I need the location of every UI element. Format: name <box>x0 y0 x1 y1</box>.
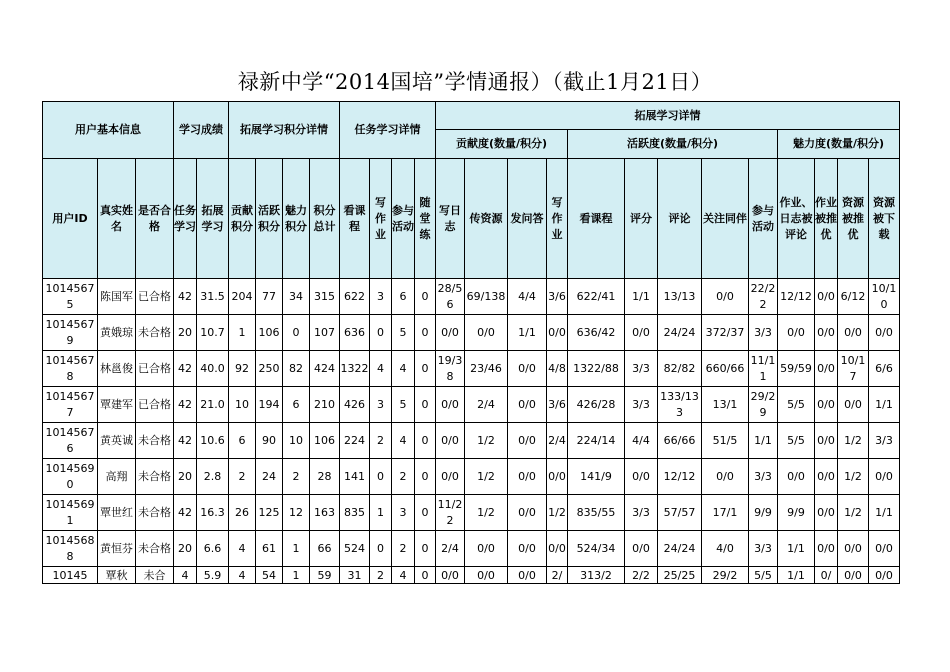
cell-quiz: 0 <box>415 495 436 531</box>
cell-join-activity: 2 <box>392 459 415 495</box>
cell-charm-pts: 6 <box>283 387 310 423</box>
cell-user-id: 10145678 <box>43 351 98 387</box>
cell-qualified: 未合 <box>136 567 174 584</box>
cell-ext-study: 40.0 <box>197 351 229 387</box>
cell-upload-res: 1/2 <box>465 495 508 531</box>
cell-task-study: 42 <box>174 387 197 423</box>
group-charm: 魅力度(数量/积分) <box>778 130 900 159</box>
cell-act-join: 11/11 <box>749 351 778 387</box>
cell-post-qa: 0/0 <box>508 459 547 495</box>
cell-hw-recommended: 0/0 <box>815 315 838 351</box>
cell-follow-peer: 4/0 <box>702 531 749 567</box>
cell-act-join: 3/3 <box>749 315 778 351</box>
cell-watch-course: 636 <box>340 315 370 351</box>
cell-res-downloaded: 1/1 <box>869 387 900 423</box>
cell-real-name: 黄英诚 <box>98 423 136 459</box>
cell-charm-pts: 10 <box>283 423 310 459</box>
cell-res-recommended: 1/2 <box>838 495 869 531</box>
cell-ext-study: 16.3 <box>197 495 229 531</box>
cell-charm-pts: 12 <box>283 495 310 531</box>
cell-join-activity: 2 <box>392 531 415 567</box>
cell-hw-recommended: 0/0 <box>815 459 838 495</box>
column-header-active-pts: 活跃积分 <box>256 159 283 279</box>
column-header-view-course: 看课程 <box>568 159 625 279</box>
cell-res-downloaded: 10/10 <box>869 279 900 315</box>
cell-view-course: 835/55 <box>568 495 625 531</box>
cell-write-log: 0/0 <box>436 423 465 459</box>
cell-qualified: 已合格 <box>136 351 174 387</box>
cell-total-pts: 28 <box>310 459 340 495</box>
cell-res-recommended: 0/0 <box>838 531 869 567</box>
cell-task-study: 4 <box>174 567 197 584</box>
cell-res-downloaded: 0/0 <box>869 315 900 351</box>
cell-homework: 3 <box>370 279 392 315</box>
cell-rate: 3/3 <box>625 387 658 423</box>
column-header-homework: 写作业 <box>370 159 392 279</box>
learning-report-table <box>42 101 900 584</box>
cell-active-pts: 194 <box>256 387 283 423</box>
cell-user-id: 10145 <box>43 567 98 584</box>
cell-upload-res: 69/138 <box>465 279 508 315</box>
cell-view-course: 141/9 <box>568 459 625 495</box>
cell-hw-log-commented: 1/1 <box>778 567 815 584</box>
cell-task-study: 42 <box>174 423 197 459</box>
cell-res-downloaded: 1/1 <box>869 495 900 531</box>
cell-rate: 0/0 <box>625 459 658 495</box>
cell-task-study: 20 <box>174 315 197 351</box>
cell-rate: 1/1 <box>625 279 658 315</box>
cell-write-hw: 0/0 <box>547 315 568 351</box>
group-activity: 活跃度(数量/积分) <box>568 130 778 159</box>
column-header-quiz: 随堂练 <box>415 159 436 279</box>
cell-post-qa: 0/0 <box>508 567 547 584</box>
cell-res-recommended: 0/0 <box>838 315 869 351</box>
cell-write-log: 0/0 <box>436 387 465 423</box>
cell-hw-log-commented: 5/5 <box>778 423 815 459</box>
column-header-write-hw: 写作业 <box>547 159 568 279</box>
column-header-write-log: 写日志 <box>436 159 465 279</box>
column-header-row <box>43 159 900 279</box>
cell-user-id: 10145688 <box>43 531 98 567</box>
cell-post-qa: 0/0 <box>508 495 547 531</box>
cell-user-id: 10145679 <box>43 315 98 351</box>
cell-view-course: 224/14 <box>568 423 625 459</box>
cell-join-activity: 5 <box>392 315 415 351</box>
cell-res-recommended: 10/17 <box>838 351 869 387</box>
cell-total-pts: 59 <box>310 567 340 584</box>
cell-homework: 0 <box>370 459 392 495</box>
cell-view-course: 1322/88 <box>568 351 625 387</box>
cell-res-downloaded: 6/6 <box>869 351 900 387</box>
cell-post-qa: 0/0 <box>508 531 547 567</box>
cell-total-pts: 107 <box>310 315 340 351</box>
cell-quiz: 0 <box>415 351 436 387</box>
cell-contrib-pts: 2 <box>229 459 256 495</box>
cell-qualified: 已合格 <box>136 279 174 315</box>
cell-task-study: 20 <box>174 531 197 567</box>
cell-hw-log-commented: 59/59 <box>778 351 815 387</box>
cell-upload-res: 0/0 <box>465 567 508 584</box>
column-header-watch-course: 看课程 <box>340 159 370 279</box>
cell-upload-res: 2/4 <box>465 387 508 423</box>
column-header-res-recommended: 资源被推优 <box>838 159 869 279</box>
cell-write-log: 19/38 <box>436 351 465 387</box>
cell-comment: 24/24 <box>658 531 702 567</box>
cell-contrib-pts: 6 <box>229 423 256 459</box>
cell-active-pts: 24 <box>256 459 283 495</box>
cell-contrib-pts: 204 <box>229 279 256 315</box>
cell-join-activity: 4 <box>392 351 415 387</box>
cell-comment: 66/66 <box>658 423 702 459</box>
cell-quiz: 0 <box>415 279 436 315</box>
cell-write-hw: 2/ <box>547 567 568 584</box>
cell-upload-res: 1/2 <box>465 459 508 495</box>
cell-write-hw: 2/4 <box>547 423 568 459</box>
column-header-post-qa: 发问答 <box>508 159 547 279</box>
cell-ext-study: 21.0 <box>197 387 229 423</box>
cell-ext-study: 6.6 <box>197 531 229 567</box>
cell-contrib-pts: 92 <box>229 351 256 387</box>
cell-total-pts: 106 <box>310 423 340 459</box>
cell-res-downloaded: 0/0 <box>869 459 900 495</box>
cell-quiz: 0 <box>415 315 436 351</box>
cell-task-study: 20 <box>174 459 197 495</box>
cell-hw-log-commented: 0/0 <box>778 459 815 495</box>
cell-hw-recommended: 0/ <box>815 567 838 584</box>
cell-ext-study: 10.7 <box>197 315 229 351</box>
cell-homework: 0 <box>370 531 392 567</box>
table-row <box>43 387 900 423</box>
cell-qualified: 未合格 <box>136 495 174 531</box>
cell-homework: 2 <box>370 567 392 584</box>
cell-join-activity: 5 <box>392 387 415 423</box>
cell-join-activity: 4 <box>392 567 415 584</box>
cell-hw-recommended: 0/0 <box>815 423 838 459</box>
cell-total-pts: 424 <box>310 351 340 387</box>
cell-hw-log-commented: 1/1 <box>778 531 815 567</box>
table-row <box>43 423 900 459</box>
cell-ext-study: 5.9 <box>197 567 229 584</box>
cell-post-qa: 0/0 <box>508 423 547 459</box>
cell-view-course: 313/2 <box>568 567 625 584</box>
cell-rate: 0/0 <box>625 531 658 567</box>
cell-write-hw: 3/6 <box>547 387 568 423</box>
cell-homework: 2 <box>370 423 392 459</box>
column-header-ext-study: 拓展学习 <box>197 159 229 279</box>
data-rows <box>43 279 900 584</box>
group-contribution: 贡献度(数量/积分) <box>436 130 568 159</box>
cell-qualified: 未合格 <box>136 423 174 459</box>
cell-hw-log-commented: 12/12 <box>778 279 815 315</box>
cell-follow-peer: 51/5 <box>702 423 749 459</box>
cell-qualified: 未合格 <box>136 315 174 351</box>
column-header-real-name: 真实姓名 <box>98 159 136 279</box>
cell-active-pts: 106 <box>256 315 283 351</box>
table-row <box>43 315 900 351</box>
cell-contrib-pts: 26 <box>229 495 256 531</box>
cell-write-log: 2/4 <box>436 531 465 567</box>
cell-homework: 3 <box>370 387 392 423</box>
cell-real-name: 陈国军 <box>98 279 136 315</box>
cell-watch-course: 31 <box>340 567 370 584</box>
cell-active-pts: 61 <box>256 531 283 567</box>
cell-real-name: 林邕俊 <box>98 351 136 387</box>
cell-hw-recommended: 0/0 <box>815 351 838 387</box>
cell-res-recommended: 0/0 <box>838 567 869 584</box>
cell-write-hw: 1/2 <box>547 495 568 531</box>
cell-res-downloaded: 0/0 <box>869 567 900 584</box>
cell-act-join: 1/1 <box>749 423 778 459</box>
cell-real-name: 黄恒芬 <box>98 531 136 567</box>
cell-act-join: 29/29 <box>749 387 778 423</box>
column-header-follow-peer: 关注同伴 <box>702 159 749 279</box>
cell-write-log: 11/22 <box>436 495 465 531</box>
cell-active-pts: 77 <box>256 279 283 315</box>
cell-res-downloaded: 0/0 <box>869 531 900 567</box>
cell-write-hw: 0/0 <box>547 459 568 495</box>
column-header-charm-pts: 魅力积分 <box>283 159 310 279</box>
cell-comment: 25/25 <box>658 567 702 584</box>
cell-comment: 12/12 <box>658 459 702 495</box>
column-header-rate: 评分 <box>625 159 658 279</box>
cell-active-pts: 250 <box>256 351 283 387</box>
cell-active-pts: 54 <box>256 567 283 584</box>
column-header-hw-recommended: 作业被推优 <box>815 159 838 279</box>
cell-ext-study: 10.6 <box>197 423 229 459</box>
column-header-contrib-pts: 贡献积分 <box>229 159 256 279</box>
column-header-user-id: 用户ID <box>43 159 98 279</box>
cell-write-hw: 4/8 <box>547 351 568 387</box>
cell-res-downloaded: 3/3 <box>869 423 900 459</box>
cell-follow-peer: 29/2 <box>702 567 749 584</box>
report-title: 禄新中学“2014国培”学情通报）（截止1月21日） <box>237 70 713 94</box>
cell-write-hw: 3/6 <box>547 279 568 315</box>
cell-act-join: 22/22 <box>749 279 778 315</box>
cell-active-pts: 125 <box>256 495 283 531</box>
cell-follow-peer: 0/0 <box>702 459 749 495</box>
cell-write-log: 0/0 <box>436 567 465 584</box>
cell-homework: 1 <box>370 495 392 531</box>
cell-contrib-pts: 10 <box>229 387 256 423</box>
cell-qualified: 已合格 <box>136 387 174 423</box>
column-header-upload-res: 传资源 <box>465 159 508 279</box>
cell-real-name: 覃秋 <box>98 567 136 584</box>
cell-ext-study: 2.8 <box>197 459 229 495</box>
group-task-detail: 任务学习详情 <box>340 102 436 159</box>
cell-hw-log-commented: 9/9 <box>778 495 815 531</box>
cell-join-activity: 4 <box>392 423 415 459</box>
cell-charm-pts: 0 <box>283 315 310 351</box>
cell-post-qa: 4/4 <box>508 279 547 315</box>
column-header-join-activity: 参与活动 <box>392 159 415 279</box>
table-row <box>43 459 900 495</box>
cell-charm-pts: 34 <box>283 279 310 315</box>
cell-act-join: 9/9 <box>749 495 778 531</box>
cell-charm-pts: 1 <box>283 567 310 584</box>
cell-rate: 4/4 <box>625 423 658 459</box>
cell-follow-peer: 0/0 <box>702 279 749 315</box>
cell-upload-res: 0/0 <box>465 315 508 351</box>
cell-contrib-pts: 1 <box>229 315 256 351</box>
cell-real-name: 覃建军 <box>98 387 136 423</box>
cell-quiz: 0 <box>415 387 436 423</box>
cell-rate: 3/3 <box>625 495 658 531</box>
cell-task-study: 42 <box>174 495 197 531</box>
cell-post-qa: 1/1 <box>508 315 547 351</box>
cell-total-pts: 66 <box>310 531 340 567</box>
cell-quiz: 0 <box>415 423 436 459</box>
cell-rate: 3/3 <box>625 351 658 387</box>
cell-watch-course: 835 <box>340 495 370 531</box>
cell-real-name: 黄娥琼 <box>98 315 136 351</box>
column-header-act-join: 参与活动 <box>749 159 778 279</box>
cell-task-study: 42 <box>174 279 197 315</box>
cell-active-pts: 90 <box>256 423 283 459</box>
cell-view-course: 636/42 <box>568 315 625 351</box>
cell-contrib-pts: 4 <box>229 531 256 567</box>
cell-comment: 82/82 <box>658 351 702 387</box>
cell-watch-course: 1322 <box>340 351 370 387</box>
cell-watch-course: 622 <box>340 279 370 315</box>
cell-charm-pts: 2 <box>283 459 310 495</box>
cell-follow-peer: 372/37 <box>702 315 749 351</box>
cell-res-recommended: 6/12 <box>838 279 869 315</box>
cell-write-log: 0/0 <box>436 459 465 495</box>
cell-upload-res: 0/0 <box>465 531 508 567</box>
cell-quiz: 0 <box>415 567 436 584</box>
cell-contrib-pts: 4 <box>229 567 256 584</box>
cell-hw-log-commented: 5/5 <box>778 387 815 423</box>
group-ext-score: 拓展学习积分详情 <box>229 102 340 159</box>
table-row <box>43 279 900 315</box>
column-header-task-study: 任务学习 <box>174 159 197 279</box>
table-row <box>43 531 900 567</box>
column-header-res-downloaded: 资源被下载 <box>869 159 900 279</box>
cell-view-course: 426/28 <box>568 387 625 423</box>
cell-total-pts: 315 <box>310 279 340 315</box>
cell-comment: 13/13 <box>658 279 702 315</box>
cell-upload-res: 23/46 <box>465 351 508 387</box>
cell-charm-pts: 82 <box>283 351 310 387</box>
cell-follow-peer: 17/1 <box>702 495 749 531</box>
cell-follow-peer: 13/1 <box>702 387 749 423</box>
group-score: 学习成绩 <box>174 102 229 159</box>
cell-user-id: 10145676 <box>43 423 98 459</box>
cell-qualified: 未合格 <box>136 531 174 567</box>
column-header-comment: 评论 <box>658 159 702 279</box>
cell-total-pts: 210 <box>310 387 340 423</box>
column-header-total-pts: 积分总计 <box>310 159 340 279</box>
cell-post-qa: 0/0 <box>508 387 547 423</box>
cell-act-join: 3/3 <box>749 531 778 567</box>
cell-res-recommended: 0/0 <box>838 387 869 423</box>
cell-act-join: 5/5 <box>749 567 778 584</box>
cell-real-name: 高翔 <box>98 459 136 495</box>
cell-hw-log-commented: 0/0 <box>778 315 815 351</box>
cell-user-id: 10145690 <box>43 459 98 495</box>
cell-hw-recommended: 0/0 <box>815 387 838 423</box>
cell-comment: 57/57 <box>658 495 702 531</box>
cell-res-recommended: 1/2 <box>838 423 869 459</box>
cell-join-activity: 3 <box>392 495 415 531</box>
cell-ext-study: 31.5 <box>197 279 229 315</box>
cell-rate: 0/0 <box>625 315 658 351</box>
cell-act-join: 3/3 <box>749 459 778 495</box>
table-row <box>43 495 900 531</box>
cell-watch-course: 524 <box>340 531 370 567</box>
cell-res-recommended: 1/2 <box>838 459 869 495</box>
cell-user-id: 10145691 <box>43 495 98 531</box>
cell-comment: 133/133 <box>658 387 702 423</box>
cell-upload-res: 1/2 <box>465 423 508 459</box>
cell-view-course: 622/41 <box>568 279 625 315</box>
cell-user-id: 10145675 <box>43 279 98 315</box>
cell-quiz: 0 <box>415 531 436 567</box>
group-basic-info: 用户基本信息 <box>43 102 174 159</box>
cell-watch-course: 426 <box>340 387 370 423</box>
cell-follow-peer: 660/66 <box>702 351 749 387</box>
cell-hw-recommended: 0/0 <box>815 531 838 567</box>
table-row <box>43 351 900 387</box>
cell-homework: 0 <box>370 315 392 351</box>
cell-write-hw: 0/0 <box>547 531 568 567</box>
cell-post-qa: 0/0 <box>508 351 547 387</box>
table-row <box>43 567 900 584</box>
cell-watch-course: 224 <box>340 423 370 459</box>
cell-hw-recommended: 0/0 <box>815 495 838 531</box>
cell-comment: 24/24 <box>658 315 702 351</box>
cell-join-activity: 6 <box>392 279 415 315</box>
cell-hw-recommended: 0/0 <box>815 279 838 315</box>
cell-quiz: 0 <box>415 459 436 495</box>
cell-watch-course: 141 <box>340 459 370 495</box>
column-header-qualified: 是否合格 <box>136 159 174 279</box>
cell-write-log: 28/56 <box>436 279 465 315</box>
cell-total-pts: 163 <box>310 495 340 531</box>
cell-rate: 2/2 <box>625 567 658 584</box>
cell-write-log: 0/0 <box>436 315 465 351</box>
group-ext-detail: 拓展学习详情 <box>436 102 900 130</box>
column-header-hw-log-commented: 作业、日志被评论 <box>778 159 815 279</box>
cell-user-id: 10145677 <box>43 387 98 423</box>
cell-homework: 4 <box>370 351 392 387</box>
cell-view-course: 524/34 <box>568 531 625 567</box>
cell-task-study: 42 <box>174 351 197 387</box>
cell-real-name: 覃世红 <box>98 495 136 531</box>
cell-charm-pts: 1 <box>283 531 310 567</box>
cell-qualified: 未合格 <box>136 459 174 495</box>
